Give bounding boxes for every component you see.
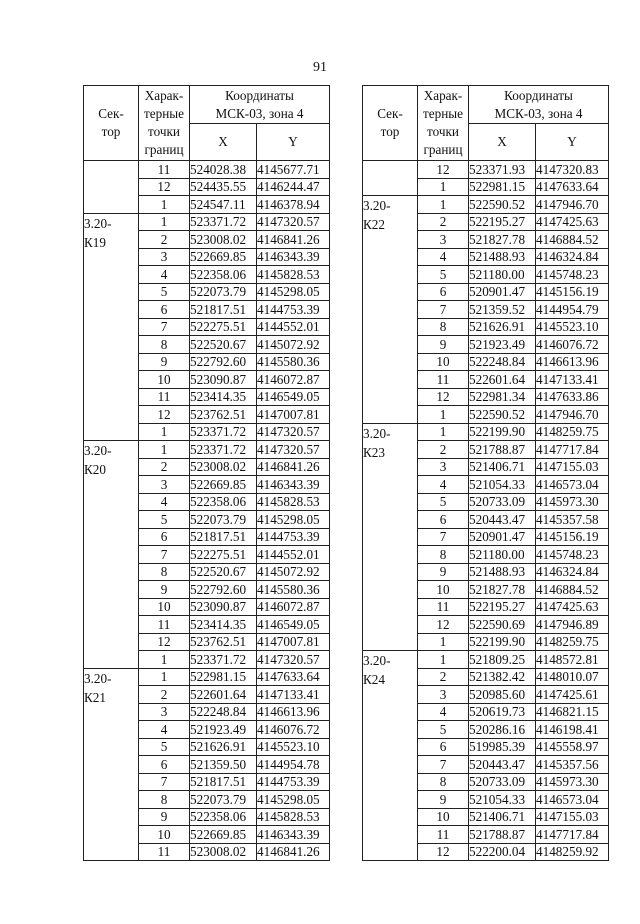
- x-coordinate-cell: 522981.15: [469, 178, 536, 196]
- y-coordinate-cell: 4148259.92: [536, 843, 609, 861]
- sector-cell: [363, 423, 418, 651]
- x-coordinate-cell: 521180.00: [469, 546, 536, 564]
- point-number-cell: 2: [139, 458, 190, 476]
- y-coordinate-cell: 4146343.39: [257, 826, 330, 844]
- x-coordinate-cell: 520901.47: [469, 528, 536, 546]
- sector-label: 3.20-: [363, 425, 391, 441]
- y-coordinate-cell: 4147320.83: [536, 161, 609, 179]
- y-coordinate-cell: 4146076.72: [257, 721, 330, 739]
- x-coordinate-cell: 522601.64: [190, 686, 257, 704]
- point-number-cell: 4: [418, 703, 469, 721]
- point-number-cell: 1: [139, 441, 190, 459]
- table-row: [84, 668, 330, 686]
- y-coordinate-cell: 4146613.96: [536, 353, 609, 371]
- y-coordinate-cell: 4145828.53: [257, 493, 330, 511]
- y-coordinate-cell: 4145828.53: [257, 266, 330, 284]
- point-number-cell: 10: [418, 581, 469, 599]
- x-coordinate-cell: 521788.87: [469, 441, 536, 459]
- x-coordinate-cell: 521817.51: [190, 301, 257, 319]
- y-coordinate-cell: 4145828.53: [257, 808, 330, 826]
- y-coordinate-cell: 4146072.87: [257, 371, 330, 389]
- x-coordinate-cell: 523008.02: [190, 231, 257, 249]
- y-coordinate-cell: 4147946.70: [536, 196, 609, 214]
- y-coordinate-cell: 4148259.75: [536, 423, 609, 441]
- y-coordinate-cell: 4147946.89: [536, 616, 609, 634]
- sector-cell: [84, 441, 139, 669]
- boundary-points-header: Харак- терные точки границ: [139, 86, 190, 161]
- x-coordinate-cell: 521488.93: [469, 563, 536, 581]
- point-number-cell: 4: [139, 266, 190, 284]
- x-coordinate-cell: 523414.35: [190, 388, 257, 406]
- y-coordinate-cell: 4144753.39: [257, 301, 330, 319]
- x-coordinate-cell: 522248.84: [469, 353, 536, 371]
- x-coordinate-cell: 521817.51: [190, 528, 257, 546]
- coordinates-header: Координаты МСК-03, зона 4: [469, 86, 609, 124]
- x-coordinate-cell: 524028.38: [190, 161, 257, 179]
- x-coordinate-cell: 521626.91: [190, 738, 257, 756]
- point-number-cell: 7: [139, 318, 190, 336]
- y-coordinate-cell: 4146884.52: [536, 231, 609, 249]
- point-number-cell: 3: [139, 703, 190, 721]
- x-coordinate-cell: 522669.85: [190, 476, 257, 494]
- point-number-cell: 5: [418, 721, 469, 739]
- x-coordinate-cell: 522981.15: [190, 668, 257, 686]
- y-coordinate-cell: 4147946.70: [536, 406, 609, 424]
- y-coordinate-cell: 4146244.47: [257, 178, 330, 196]
- point-number-cell: 8: [418, 546, 469, 564]
- y-coordinate-cell: 4145973.30: [536, 773, 609, 791]
- x-coordinate-cell: 523762.51: [190, 406, 257, 424]
- x-coordinate-cell: 523414.35: [190, 616, 257, 634]
- point-number-cell: 6: [418, 511, 469, 529]
- point-number-cell: 6: [139, 756, 190, 774]
- point-number-cell: 3: [418, 231, 469, 249]
- y-coordinate-cell: 4146549.05: [257, 616, 330, 634]
- point-number-cell: 4: [139, 721, 190, 739]
- x-coordinate-cell: 523090.87: [190, 371, 257, 389]
- x-coordinate-cell: 522590.52: [469, 196, 536, 214]
- y-coordinate-cell: 4145156.19: [536, 528, 609, 546]
- point-number-cell: 9: [418, 336, 469, 354]
- point-number-cell: 12: [139, 406, 190, 424]
- point-number-cell: 9: [139, 581, 190, 599]
- x-coordinate-cell: 520733.09: [469, 773, 536, 791]
- y-coordinate-cell: 4148259.75: [536, 633, 609, 651]
- sector-label: 3.20-: [84, 215, 112, 231]
- x-coordinate-cell: 520733.09: [469, 493, 536, 511]
- point-number-cell: 1: [139, 423, 190, 441]
- y-coordinate-cell: 4144552.01: [257, 546, 330, 564]
- x-coordinate-cell: 521054.33: [469, 791, 536, 809]
- sector-cell: [84, 161, 139, 214]
- point-number-cell: 1: [418, 406, 469, 424]
- x-coordinate-cell: 522590.69: [469, 616, 536, 634]
- sector-label: 3.20-: [363, 653, 391, 668]
- point-number-cell: 2: [418, 441, 469, 459]
- page-number: 91: [313, 60, 327, 75]
- point-number-cell: 12: [418, 843, 469, 861]
- y-coordinate-cell: 4147717.84: [536, 826, 609, 844]
- y-coordinate-cell: 4148572.81: [536, 651, 609, 669]
- x-coordinate-cell: 521626.91: [469, 318, 536, 336]
- point-number-cell: 11: [139, 843, 190, 861]
- y-coordinate-cell: 4146324.84: [536, 248, 609, 266]
- y-coordinate-cell: 4145298.05: [257, 511, 330, 529]
- x-coordinate-cell: 522195.27: [469, 213, 536, 231]
- sector-label: К24: [363, 672, 385, 687]
- x-coordinate-cell: 522200.04: [469, 843, 536, 861]
- x-column-header: X: [190, 124, 257, 161]
- point-number-cell: 11: [139, 388, 190, 406]
- point-number-cell: 3: [139, 476, 190, 494]
- y-coordinate-cell: 4145357.56: [536, 756, 609, 774]
- point-number-cell: 12: [418, 616, 469, 634]
- y-coordinate-cell: 4144753.39: [257, 528, 330, 546]
- y-coordinate-cell: 4144954.79: [536, 301, 609, 319]
- y-column-header: Y: [536, 124, 609, 161]
- point-number-cell: 10: [418, 353, 469, 371]
- table-body: [84, 161, 330, 861]
- y-coordinate-cell: 4145558.97: [536, 738, 609, 756]
- point-number-cell: 12: [418, 161, 469, 179]
- x-coordinate-cell: 521827.78: [469, 231, 536, 249]
- y-coordinate-cell: 4148010.07: [536, 668, 609, 686]
- y-coordinate-cell: 4147155.03: [536, 808, 609, 826]
- x-coordinate-cell: 520443.47: [469, 756, 536, 774]
- table-row: [84, 161, 330, 179]
- x-coordinate-cell: 522669.85: [190, 826, 257, 844]
- x-column-header: X: [469, 124, 536, 161]
- x-coordinate-cell: 520443.47: [469, 511, 536, 529]
- point-number-cell: 11: [139, 616, 190, 634]
- point-number-cell: 8: [139, 563, 190, 581]
- x-coordinate-cell: 523008.02: [190, 458, 257, 476]
- sector-label: 3.20-: [84, 443, 112, 458]
- y-column-header: Y: [257, 124, 330, 161]
- x-coordinate-cell: 520619.73: [469, 703, 536, 721]
- point-number-cell: 1: [139, 668, 190, 686]
- y-coordinate-cell: 4146841.26: [257, 231, 330, 249]
- x-coordinate-cell: 522275.51: [190, 318, 257, 336]
- y-coordinate-cell: 4146841.26: [257, 843, 330, 861]
- x-coordinate-cell: 523371.72: [190, 651, 257, 669]
- y-coordinate-cell: 4146076.72: [536, 336, 609, 354]
- y-coordinate-cell: 4145298.05: [257, 283, 330, 301]
- x-coordinate-cell: 523371.93: [469, 161, 536, 179]
- sector-label: К21: [84, 689, 106, 705]
- y-coordinate-cell: 4144753.39: [257, 773, 330, 791]
- x-coordinate-cell: 521180.00: [469, 266, 536, 284]
- point-number-cell: 6: [418, 283, 469, 301]
- point-number-cell: 5: [418, 493, 469, 511]
- y-coordinate-cell: 4147320.57: [257, 423, 330, 441]
- y-coordinate-cell: 4146821.15: [536, 703, 609, 721]
- coordinates-table-right: [362, 85, 609, 861]
- point-number-cell: 7: [418, 528, 469, 546]
- point-number-cell: 10: [139, 371, 190, 389]
- y-coordinate-cell: 4147320.57: [257, 213, 330, 231]
- y-coordinate-cell: 4147007.81: [257, 406, 330, 424]
- sector-header: Сек- тор: [363, 86, 418, 161]
- x-coordinate-cell: 521827.78: [469, 581, 536, 599]
- point-number-cell: 7: [418, 301, 469, 319]
- y-coordinate-cell: 4147133.41: [536, 371, 609, 389]
- y-coordinate-cell: 4147133.41: [257, 686, 330, 704]
- x-coordinate-cell: 521359.52: [469, 301, 536, 319]
- point-number-cell: 10: [139, 598, 190, 616]
- x-coordinate-cell: 521809.25: [469, 651, 536, 669]
- y-coordinate-cell: 4145156.19: [536, 283, 609, 301]
- y-coordinate-cell: 4145298.05: [257, 791, 330, 809]
- y-coordinate-cell: 4147633.86: [536, 388, 609, 406]
- table-row: [363, 651, 609, 669]
- sector-cell: [363, 651, 418, 861]
- point-number-cell: 7: [418, 756, 469, 774]
- y-coordinate-cell: 4146884.52: [536, 581, 609, 599]
- sector-label: 3.20-: [84, 670, 112, 686]
- point-number-cell: 5: [139, 738, 190, 756]
- point-number-cell: 3: [418, 686, 469, 704]
- x-coordinate-cell: 519985.39: [469, 738, 536, 756]
- x-coordinate-cell: 522358.06: [190, 266, 257, 284]
- x-coordinate-cell: 521406.71: [469, 808, 536, 826]
- point-number-cell: 9: [139, 353, 190, 371]
- point-number-cell: 3: [139, 248, 190, 266]
- point-number-cell: 11: [418, 371, 469, 389]
- y-coordinate-cell: 4147425.61: [536, 686, 609, 704]
- x-coordinate-cell: 521923.49: [469, 336, 536, 354]
- table-row: [84, 213, 330, 231]
- point-number-cell: 7: [139, 546, 190, 564]
- x-coordinate-cell: 522981.34: [469, 388, 536, 406]
- table-row: [363, 196, 609, 214]
- y-coordinate-cell: 4145357.58: [536, 511, 609, 529]
- y-coordinate-cell: 4144954.78: [257, 756, 330, 774]
- y-coordinate-cell: 4146549.05: [257, 388, 330, 406]
- x-coordinate-cell: 522520.67: [190, 563, 257, 581]
- y-coordinate-cell: 4146378.94: [257, 196, 330, 214]
- sector-label: К23: [363, 444, 385, 460]
- point-number-cell: 11: [418, 826, 469, 844]
- point-number-cell: 1: [418, 196, 469, 214]
- sector-label: К20: [84, 462, 106, 477]
- x-coordinate-cell: 522195.27: [469, 598, 536, 616]
- x-coordinate-cell: 521488.93: [469, 248, 536, 266]
- x-coordinate-cell: 523762.51: [190, 633, 257, 651]
- y-coordinate-cell: 4146841.26: [257, 458, 330, 476]
- sector-label: 3.20-: [363, 198, 391, 213]
- point-number-cell: 5: [418, 266, 469, 284]
- y-coordinate-cell: 4147717.84: [536, 441, 609, 459]
- x-coordinate-cell: 522073.79: [190, 283, 257, 301]
- point-number-cell: 12: [139, 178, 190, 196]
- y-coordinate-cell: 4144552.01: [257, 318, 330, 336]
- x-coordinate-cell: 522248.84: [190, 703, 257, 721]
- point-number-cell: 3: [418, 458, 469, 476]
- point-number-cell: 2: [139, 686, 190, 704]
- table-header: [363, 86, 609, 161]
- y-coordinate-cell: 4146343.39: [257, 248, 330, 266]
- point-number-cell: 9: [418, 791, 469, 809]
- y-coordinate-cell: 4145523.10: [257, 738, 330, 756]
- x-coordinate-cell: 523371.72: [190, 213, 257, 231]
- point-number-cell: 8: [139, 791, 190, 809]
- point-number-cell: 10: [139, 826, 190, 844]
- y-coordinate-cell: 4146072.87: [257, 598, 330, 616]
- x-coordinate-cell: 521788.87: [469, 826, 536, 844]
- x-coordinate-cell: 521054.33: [469, 476, 536, 494]
- x-coordinate-cell: 522358.06: [190, 493, 257, 511]
- y-coordinate-cell: 4145677.71: [257, 161, 330, 179]
- y-coordinate-cell: 4145748.23: [536, 546, 609, 564]
- x-coordinate-cell: 522669.85: [190, 248, 257, 266]
- y-coordinate-cell: 4145072.92: [257, 336, 330, 354]
- y-coordinate-cell: 4147007.81: [257, 633, 330, 651]
- y-coordinate-cell: 4147633.64: [536, 178, 609, 196]
- x-coordinate-cell: 522601.64: [469, 371, 536, 389]
- point-number-cell: 6: [139, 301, 190, 319]
- point-number-cell: 11: [418, 598, 469, 616]
- x-coordinate-cell: 523090.87: [190, 598, 257, 616]
- point-number-cell: 4: [418, 476, 469, 494]
- point-number-cell: 5: [139, 283, 190, 301]
- x-coordinate-cell: 520901.47: [469, 283, 536, 301]
- point-number-cell: 1: [418, 178, 469, 196]
- point-number-cell: 9: [139, 808, 190, 826]
- y-coordinate-cell: 4147155.03: [536, 458, 609, 476]
- x-coordinate-cell: 522358.06: [190, 808, 257, 826]
- point-number-cell: 8: [418, 318, 469, 336]
- sector-cell: [84, 668, 139, 861]
- point-number-cell: 1: [418, 423, 469, 441]
- x-coordinate-cell: 522792.60: [190, 581, 257, 599]
- point-number-cell: 1: [139, 651, 190, 669]
- sector-cell: [363, 161, 418, 196]
- point-number-cell: 1: [418, 651, 469, 669]
- y-coordinate-cell: 4146198.41: [536, 721, 609, 739]
- table-row: [363, 423, 609, 441]
- point-number-cell: 1: [418, 633, 469, 651]
- y-coordinate-cell: 4146573.04: [536, 791, 609, 809]
- point-number-cell: 2: [139, 231, 190, 249]
- point-number-cell: 4: [139, 493, 190, 511]
- x-coordinate-cell: 522792.60: [190, 353, 257, 371]
- point-number-cell: 8: [139, 336, 190, 354]
- x-coordinate-cell: 522199.90: [469, 633, 536, 651]
- point-number-cell: 7: [139, 773, 190, 791]
- y-coordinate-cell: 4145523.10: [536, 318, 609, 336]
- table-body: [363, 161, 609, 861]
- x-coordinate-cell: 521923.49: [190, 721, 257, 739]
- coordinates-table-left: [83, 85, 330, 861]
- point-number-cell: 2: [418, 213, 469, 231]
- sector-cell: [363, 196, 418, 424]
- point-number-cell: 6: [139, 528, 190, 546]
- x-coordinate-cell: 521406.71: [469, 458, 536, 476]
- point-number-cell: 4: [418, 248, 469, 266]
- y-coordinate-cell: 4147425.63: [536, 598, 609, 616]
- sector-label: К19: [84, 234, 106, 250]
- y-coordinate-cell: 4146324.84: [536, 563, 609, 581]
- table-row: [363, 161, 609, 179]
- x-coordinate-cell: 523008.02: [190, 843, 257, 861]
- y-coordinate-cell: 4147633.64: [257, 668, 330, 686]
- y-coordinate-cell: 4145072.92: [257, 563, 330, 581]
- table-header: [84, 86, 330, 161]
- x-coordinate-cell: 522073.79: [190, 511, 257, 529]
- y-coordinate-cell: 4145580.36: [257, 581, 330, 599]
- table-row: [84, 441, 330, 459]
- x-coordinate-cell: 520286.16: [469, 721, 536, 739]
- point-number-cell: 8: [418, 773, 469, 791]
- x-coordinate-cell: 521817.51: [190, 773, 257, 791]
- y-coordinate-cell: 4146343.39: [257, 476, 330, 494]
- x-coordinate-cell: 522275.51: [190, 546, 257, 564]
- x-coordinate-cell: 524435.55: [190, 178, 257, 196]
- x-coordinate-cell: 522520.67: [190, 336, 257, 354]
- y-coordinate-cell: 4147320.57: [257, 651, 330, 669]
- y-coordinate-cell: 4145748.23: [536, 266, 609, 284]
- point-number-cell: 6: [418, 738, 469, 756]
- x-coordinate-cell: 523371.72: [190, 423, 257, 441]
- y-coordinate-cell: 4146573.04: [536, 476, 609, 494]
- point-number-cell: 11: [139, 161, 190, 179]
- x-coordinate-cell: 522590.52: [469, 406, 536, 424]
- point-number-cell: 5: [139, 511, 190, 529]
- x-coordinate-cell: 524547.11: [190, 196, 257, 214]
- y-coordinate-cell: 4147425.63: [536, 213, 609, 231]
- point-number-cell: 12: [139, 633, 190, 651]
- point-number-cell: 1: [139, 196, 190, 214]
- x-coordinate-cell: 523371.72: [190, 441, 257, 459]
- x-coordinate-cell: 522073.79: [190, 791, 257, 809]
- sector-cell: [84, 213, 139, 441]
- coordinates-header: Координаты МСК-03, зона 4: [190, 86, 330, 124]
- boundary-points-header: Харак- терные точки границ: [418, 86, 469, 161]
- sector-header: Сек- тор: [84, 86, 139, 161]
- x-coordinate-cell: 521359.50: [190, 756, 257, 774]
- point-number-cell: 10: [418, 808, 469, 826]
- point-number-cell: 1: [139, 213, 190, 231]
- x-coordinate-cell: 522199.90: [469, 423, 536, 441]
- point-number-cell: 12: [418, 388, 469, 406]
- x-coordinate-cell: 520985.60: [469, 686, 536, 704]
- y-coordinate-cell: 4145973.30: [536, 493, 609, 511]
- y-coordinate-cell: 4145580.36: [257, 353, 330, 371]
- sector-label: К22: [363, 217, 385, 232]
- y-coordinate-cell: 4146613.96: [257, 703, 330, 721]
- point-number-cell: 9: [418, 563, 469, 581]
- x-coordinate-cell: 521382.42: [469, 668, 536, 686]
- point-number-cell: 2: [418, 668, 469, 686]
- y-coordinate-cell: 4147320.57: [257, 441, 330, 459]
